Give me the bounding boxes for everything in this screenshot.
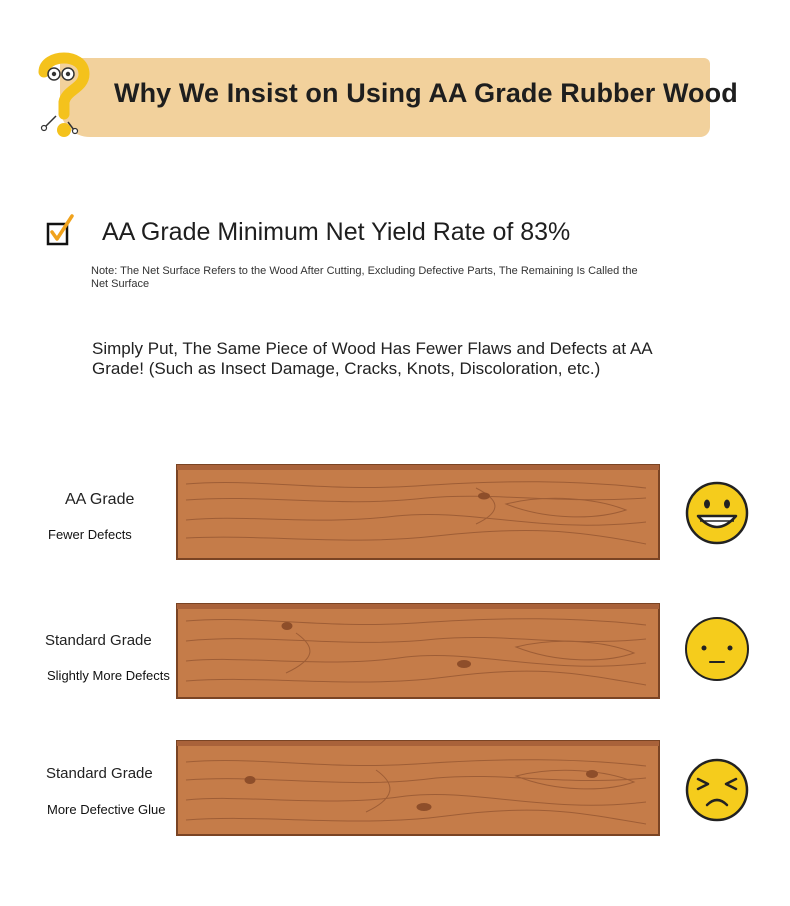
question-mark-mascot-icon bbox=[34, 50, 94, 142]
grade-name-standard-1: Standard Grade bbox=[45, 632, 152, 649]
happy-face-icon bbox=[684, 480, 750, 546]
wood-plank-standard-1 bbox=[176, 603, 660, 699]
grade-name-standard-2: Standard Grade bbox=[46, 765, 153, 782]
grade-desc-standard-1: Slightly More Defects bbox=[47, 668, 170, 683]
unhappy-face-icon bbox=[684, 757, 750, 823]
checkbox-icon bbox=[46, 214, 76, 248]
net-surface-note: Note: The Net Surface Refers to the Wood After Cutting, Excluding Defective Parts, The Remaining Is Called the Net Surface bbox=[91, 265, 638, 290]
wood-plank-standard-2 bbox=[176, 740, 660, 836]
yield-heading: AA Grade Minimum Net Yield Rate of 83% bbox=[102, 218, 571, 246]
grade-desc-aa: Fewer Defects bbox=[48, 527, 132, 542]
grade-name-aa: AA Grade bbox=[65, 491, 135, 508]
page-title: Why We Insist on Using AA Grade Rubber Wood bbox=[114, 78, 738, 108]
neutral-face-icon bbox=[684, 616, 750, 682]
grade-desc-standard-2: More Defective Glue bbox=[47, 802, 166, 817]
summary-text: Simply Put, The Same Piece of Wood Has Fewer Flaws and Defects at AA Grade! (Such as Insect Damage, Cracks, Knots, Discoloration, etc.) bbox=[92, 339, 652, 378]
wood-plank-aa bbox=[176, 464, 660, 560]
